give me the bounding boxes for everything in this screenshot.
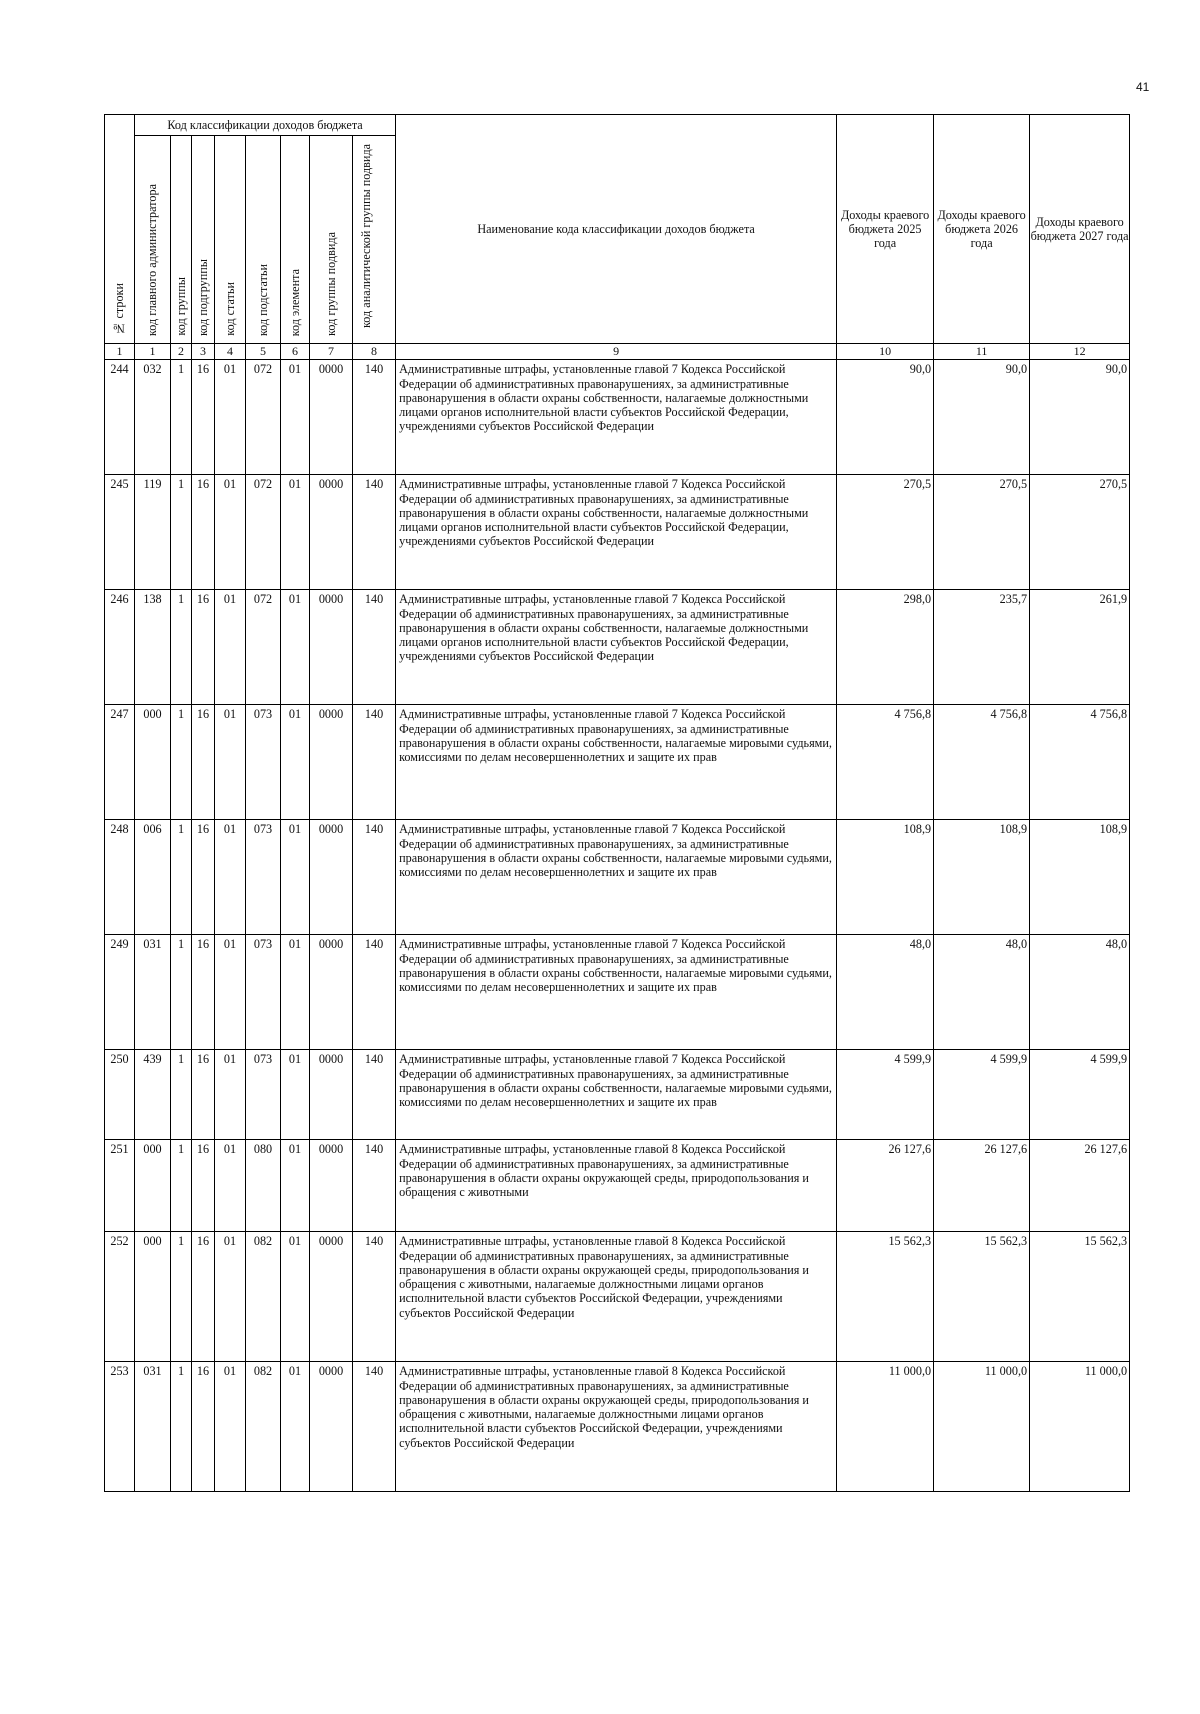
code-analytic-group: 140 (353, 935, 396, 1050)
code-subtype-group: 0000 (310, 1232, 353, 1362)
code-subgroup: 16 (192, 590, 215, 705)
table-row (105, 1050, 1130, 1140)
column-number: 1 (105, 344, 135, 360)
code-subgroup: 16 (192, 1050, 215, 1140)
header-code-subarticle: код подстатьи (246, 136, 281, 344)
code-main-admin: 119 (135, 475, 171, 590)
code-subarticle: 072 (246, 590, 281, 705)
code-subarticle: 072 (246, 360, 281, 475)
row-number: 244 (105, 360, 135, 475)
revenue-2025: 90,0 (837, 360, 934, 475)
header-code-subtype-group: код группы подвида (310, 136, 353, 344)
table-row (105, 820, 1130, 935)
code-group: 1 (171, 1140, 192, 1232)
header-code-main-admin: код главного администратора (135, 136, 171, 344)
code-element: 01 (281, 1050, 310, 1140)
revenue-2027: 4 756,8 (1030, 705, 1130, 820)
header-description: Наименование кода классификации доходов бюджета (396, 115, 837, 344)
row-number: 248 (105, 820, 135, 935)
column-number: 4 (215, 344, 246, 360)
column-number: 3 (192, 344, 215, 360)
code-element: 01 (281, 360, 310, 475)
row-description: Административные штрафы, установленные главой 8 Кодекса Российской Федерации об административных правонарушениях, за административные правонарушения в области охраны окружающей среды, природопользования и обращения с животными, налагаемые должностными лицами органов исполнительной власти субъектов Российской Федерации, учреждениями субъектов Российской Федерации (396, 1232, 837, 1362)
revenue-2026: 108,9 (934, 820, 1030, 935)
code-element: 01 (281, 475, 310, 590)
revenue-2027: 270,5 (1030, 475, 1130, 590)
code-group: 1 (171, 1362, 192, 1492)
row-number: 247 (105, 705, 135, 820)
page-number: 41 (1136, 80, 1150, 94)
code-subarticle: 073 (246, 705, 281, 820)
revenue-2025: 4 599,9 (837, 1050, 934, 1140)
code-group: 1 (171, 360, 192, 475)
row-number: 250 (105, 1050, 135, 1140)
code-article: 01 (215, 935, 246, 1050)
code-subtype-group: 0000 (310, 1050, 353, 1140)
code-subarticle: 073 (246, 1050, 281, 1140)
code-subgroup: 16 (192, 475, 215, 590)
revenue-2027: 90,0 (1030, 360, 1130, 475)
code-main-admin: 031 (135, 1362, 171, 1492)
column-number: 2 (171, 344, 192, 360)
code-group: 1 (171, 1232, 192, 1362)
row-number: 252 (105, 1232, 135, 1362)
header-revenue-2026: Доходы краевого бюджета 2026 года (934, 115, 1030, 344)
code-group: 1 (171, 705, 192, 820)
revenue-2026: 270,5 (934, 475, 1030, 590)
column-number: 10 (837, 344, 934, 360)
header-code-article: код статьи (215, 136, 246, 344)
revenue-2027: 11 000,0 (1030, 1362, 1130, 1492)
column-number: 6 (281, 344, 310, 360)
code-subarticle: 080 (246, 1140, 281, 1232)
code-article: 01 (215, 475, 246, 590)
row-number: 246 (105, 590, 135, 705)
code-main-admin: 006 (135, 820, 171, 935)
row-description: Административные штрафы, установленные главой 7 Кодекса Российской Федерации об административных правонарушениях, за административные правонарушения в области охраны собственности, налагаемые мировыми судьями, комиссиями по делам несовершеннолетних и защите их прав (396, 820, 837, 935)
row-number: 249 (105, 935, 135, 1050)
header-classification-group: Код классификации доходов бюджета (135, 115, 396, 136)
code-subtype-group: 0000 (310, 590, 353, 705)
code-element: 01 (281, 820, 310, 935)
row-number: 245 (105, 475, 135, 590)
row-description: Административные штрафы, установленные главой 8 Кодекса Российской Федерации об административных правонарушениях, за административные правонарушения в области охраны окружающей среды, природопользования и обращения с животными, налагаемые должностными лицами органов исполнительной власти субъектов Российской Федерации, учреждениями субъектов Российской Федерации (396, 1362, 837, 1492)
column-number: 11 (934, 344, 1030, 360)
code-article: 01 (215, 590, 246, 705)
revenue-2025: 270,5 (837, 475, 934, 590)
revenue-2026: 4 599,9 (934, 1050, 1030, 1140)
code-subtype-group: 0000 (310, 820, 353, 935)
code-group: 1 (171, 1050, 192, 1140)
revenue-2026: 90,0 (934, 360, 1030, 475)
header-revenue-2025: Доходы краевого бюджета 2025 года (837, 115, 934, 344)
code-subgroup: 16 (192, 1232, 215, 1362)
revenue-2026: 4 756,8 (934, 705, 1030, 820)
code-subarticle: 073 (246, 935, 281, 1050)
code-subtype-group: 0000 (310, 935, 353, 1050)
table-row (105, 1232, 1130, 1362)
code-analytic-group: 140 (353, 590, 396, 705)
code-subgroup: 16 (192, 360, 215, 475)
code-group: 1 (171, 935, 192, 1050)
code-subarticle: 073 (246, 820, 281, 935)
table-row (105, 1140, 1130, 1232)
code-subgroup: 16 (192, 1140, 215, 1232)
revenue-2027: 15 562,3 (1030, 1232, 1130, 1362)
revenue-2027: 108,9 (1030, 820, 1130, 935)
code-subarticle: 082 (246, 1362, 281, 1492)
table-row (105, 1362, 1130, 1492)
revenue-2025: 48,0 (837, 935, 934, 1050)
column-number: 5 (246, 344, 281, 360)
row-description: Административные штрафы, установленные главой 7 Кодекса Российской Федерации об административных правонарушениях, за административные правонарушения в области охраны собственности, налагаемые мировыми судьями, комиссиями по делам несовершеннолетних и защите их прав (396, 935, 837, 1050)
code-element: 01 (281, 935, 310, 1050)
revenue-2026: 26 127,6 (934, 1140, 1030, 1232)
row-description: Административные штрафы, установленные главой 8 Кодекса Российской Федерации об административных правонарушениях, за административные правонарушения в области охраны окружающей среды, природопользования и обращения с животными (396, 1140, 837, 1232)
code-main-admin: 000 (135, 1140, 171, 1232)
revenue-2025: 11 000,0 (837, 1362, 934, 1492)
code-element: 01 (281, 1140, 310, 1232)
code-article: 01 (215, 1050, 246, 1140)
code-analytic-group: 140 (353, 1232, 396, 1362)
header-row-number: № строки (105, 115, 135, 344)
code-subtype-group: 0000 (310, 705, 353, 820)
code-subarticle: 082 (246, 1232, 281, 1362)
code-subtype-group: 0000 (310, 475, 353, 590)
code-analytic-group: 140 (353, 820, 396, 935)
revenue-2025: 26 127,6 (837, 1140, 934, 1232)
revenue-2026: 235,7 (934, 590, 1030, 705)
code-subtype-group: 0000 (310, 360, 353, 475)
row-description: Административные штрафы, установленные главой 7 Кодекса Российской Федерации об административных правонарушениях, за административные правонарушения в области охраны собственности, налагаемые мировыми судьями, комиссиями по делам несовершеннолетних и защите их прав (396, 1050, 837, 1140)
code-subgroup: 16 (192, 705, 215, 820)
code-article: 01 (215, 705, 246, 820)
column-number: 9 (396, 344, 837, 360)
column-number: 12 (1030, 344, 1130, 360)
column-number: 8 (353, 344, 396, 360)
code-subgroup: 16 (192, 1362, 215, 1492)
code-group: 1 (171, 590, 192, 705)
code-group: 1 (171, 475, 192, 590)
code-main-admin: 000 (135, 1232, 171, 1362)
code-subgroup: 16 (192, 935, 215, 1050)
code-article: 01 (215, 1362, 246, 1492)
code-subgroup: 16 (192, 820, 215, 935)
code-article: 01 (215, 1232, 246, 1362)
code-element: 01 (281, 590, 310, 705)
code-element: 01 (281, 1362, 310, 1492)
code-main-admin: 000 (135, 705, 171, 820)
revenue-2025: 15 562,3 (837, 1232, 934, 1362)
header-revenue-2027: Доходы краевого бюджета 2027 года (1030, 115, 1130, 344)
code-main-admin: 138 (135, 590, 171, 705)
code-main-admin: 031 (135, 935, 171, 1050)
code-article: 01 (215, 1140, 246, 1232)
code-subtype-group: 0000 (310, 1362, 353, 1492)
row-number: 253 (105, 1362, 135, 1492)
column-number: 7 (310, 344, 353, 360)
revenue-2026: 48,0 (934, 935, 1030, 1050)
revenue-2027: 48,0 (1030, 935, 1130, 1050)
code-element: 01 (281, 1232, 310, 1362)
code-analytic-group: 140 (353, 360, 396, 475)
revenue-2027: 26 127,6 (1030, 1140, 1130, 1232)
table-row (105, 590, 1130, 705)
row-description: Административные штрафы, установленные главой 7 Кодекса Российской Федерации об административных правонарушениях, за административные правонарушения в области охраны собственности, налагаемые должностными лицами органов исполнительной власти субъектов Российской Федерации, учреждениями субъектов Российской Федерации (396, 360, 837, 475)
code-main-admin: 032 (135, 360, 171, 475)
row-description: Административные штрафы, установленные главой 7 Кодекса Российской Федерации об административных правонарушениях, за административные правонарушения в области охраны собственности, налагаемые должностными лицами органов исполнительной власти субъектов Российской Федерации, учреждениями субъектов Российской Федерации (396, 590, 837, 705)
revenue-2025: 108,9 (837, 820, 934, 935)
header-code-subgroup: код подгруппы (192, 136, 215, 344)
table-row (105, 705, 1130, 820)
table-row (105, 475, 1130, 590)
revenue-2025: 298,0 (837, 590, 934, 705)
row-description: Административные штрафы, установленные главой 7 Кодекса Российской Федерации об административных правонарушениях, за административные правонарушения в области охраны собственности, налагаемые мировыми судьями, комиссиями по делам несовершеннолетних и защите их прав (396, 705, 837, 820)
column-number: 1 (135, 344, 171, 360)
code-analytic-group: 140 (353, 1362, 396, 1492)
code-element: 01 (281, 705, 310, 820)
column-numbers-row (105, 344, 1130, 360)
header-code-group: код группы (171, 136, 192, 344)
code-article: 01 (215, 820, 246, 935)
header-code-element: код элемента (281, 136, 310, 344)
revenue-2027: 261,9 (1030, 590, 1130, 705)
row-description: Административные штрафы, установленные главой 7 Кодекса Российской Федерации об административных правонарушениях, за административные правонарушения в области охраны собственности, налагаемые должностными лицами органов исполнительной власти субъектов Российской Федерации, учреждениями субъектов Российской Федерации (396, 475, 837, 590)
code-subarticle: 072 (246, 475, 281, 590)
revenue-2026: 15 562,3 (934, 1232, 1030, 1362)
code-analytic-group: 140 (353, 1140, 396, 1232)
code-subtype-group: 0000 (310, 1140, 353, 1232)
code-article: 01 (215, 360, 246, 475)
code-group: 1 (171, 820, 192, 935)
table-row (105, 935, 1130, 1050)
revenue-2026: 11 000,0 (934, 1362, 1030, 1492)
revenue-2025: 4 756,8 (837, 705, 934, 820)
code-main-admin: 439 (135, 1050, 171, 1140)
row-number: 251 (105, 1140, 135, 1232)
header-code-analytic-subtype-group: код аналитической группы подвида (353, 136, 396, 344)
budget-revenue-table (104, 114, 1130, 1492)
code-analytic-group: 140 (353, 1050, 396, 1140)
code-analytic-group: 140 (353, 705, 396, 820)
code-analytic-group: 140 (353, 475, 396, 590)
table-row (105, 360, 1130, 475)
revenue-2027: 4 599,9 (1030, 1050, 1130, 1140)
